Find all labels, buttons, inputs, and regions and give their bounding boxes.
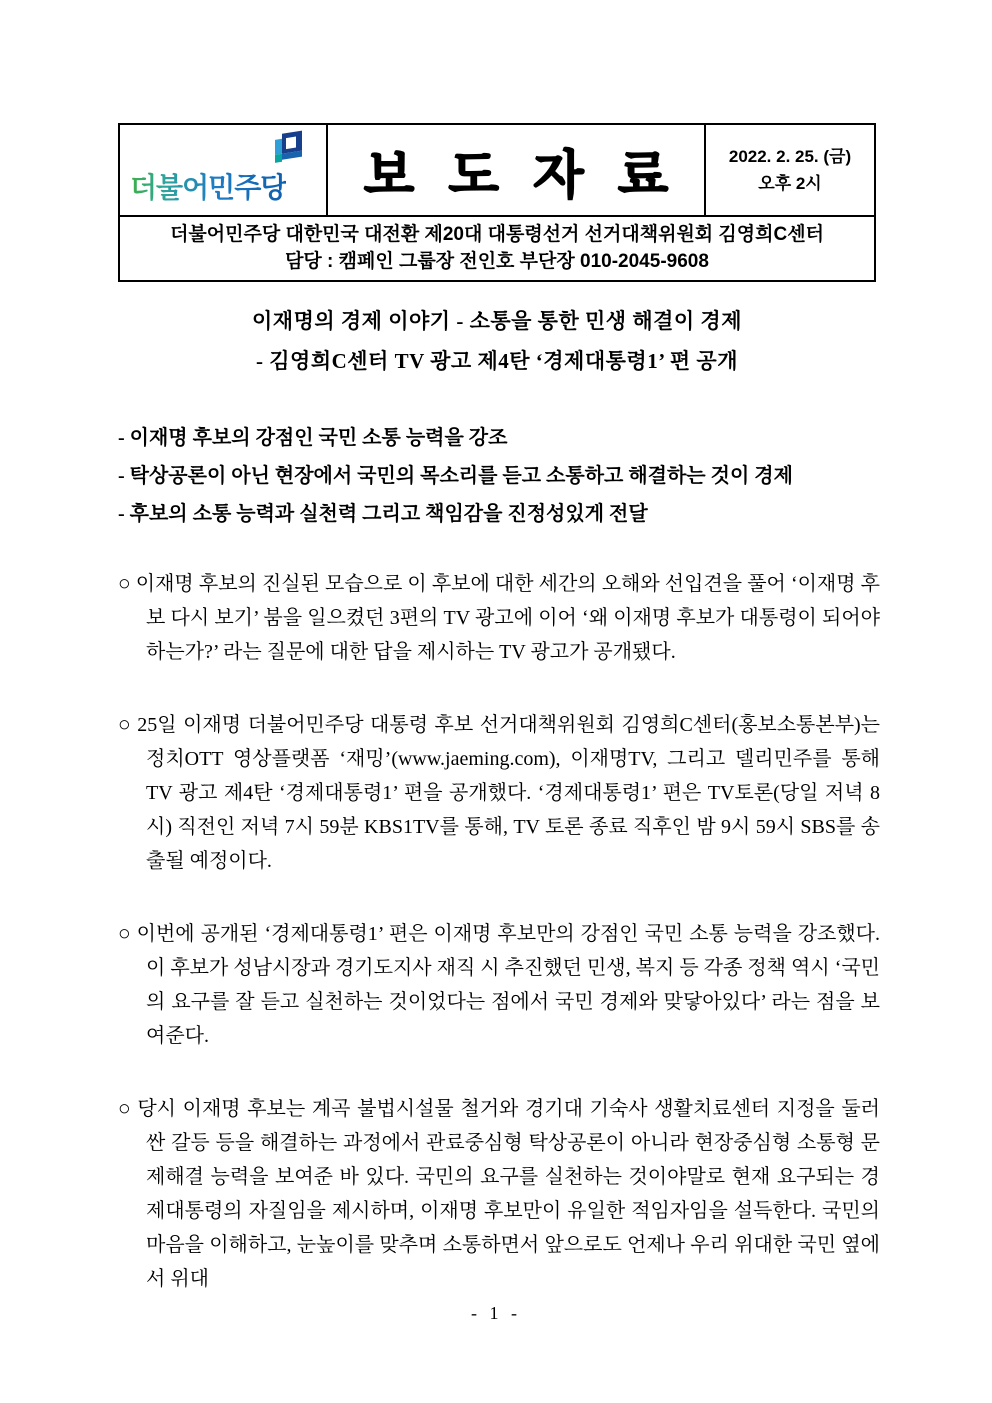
- doc-type-title: 보 도 자 료: [328, 125, 706, 215]
- party-logo-text: 더불어민주당: [130, 166, 286, 206]
- paragraph-marker-icon: ○: [118, 571, 131, 595]
- page-number: - 1 -: [471, 1303, 521, 1323]
- body-paragraph-2: [118, 707, 880, 878]
- party-logo: [120, 125, 328, 215]
- body-paragraph-4: [118, 1091, 880, 1296]
- body-paragraph-1: [118, 566, 880, 669]
- header-table: [118, 123, 876, 282]
- highlight-item-3: - 후보의 소통 능력과 실천력 그리고 책임감을 진정성있게 전달: [118, 503, 648, 525]
- highlight-item-2: - 탁상공론이 아닌 현장에서 국민의 목소리를 듣고 소통하고 해결하는 것이 경제: [118, 465, 793, 487]
- body-paragraph-3: [118, 916, 880, 1053]
- release-time: 오후 2시: [758, 174, 822, 193]
- release-date: 2022. 2. 25. (금): [728, 147, 852, 166]
- document-title: [116, 301, 878, 381]
- paragraph-text: 이재명 후보의 진실된 모습으로 이 후보에 대한 세간의 오해와 선입견을 풀어 ‘이재명 후보 다시 보기’ 붐을 일으켰던 3편의 TV 광고에 이어 ‘왜 이재명 후보가 대통령이 되어야 하는가?’ 라는 질문에 대한 답을 제시하는 TV 광고가 공개됐다.: [135, 573, 880, 663]
- header-subtitle-row: [120, 215, 874, 280]
- header-top-row: [120, 125, 874, 215]
- document-title-line1: 이재명의 경제 이야기 - 소통을 통한 민생 해결이 경제: [252, 309, 742, 333]
- committee-line: 더불어민주당 대한민국 대전환 제20대 대통령선거 선거대책위원회 김영희C센터: [170, 224, 824, 245]
- highlight-item-1: - 이재명 후보의 강점인 국민 소통 능력을 강조: [118, 427, 508, 449]
- summary-highlights: [118, 419, 884, 533]
- paragraph-text: 이번에 공개된 ‘경제대통령1’ 편은 이재명 후보만의 강점인 국민 소통 능력을 강조했다. 이 후보가 성남시장과 경기도지사 재직 시 추진했던 민생, 복지 등 각종 정책 역시 ‘국민의 요구를 잘 듣고 실천하는 것이었다는 점에서 국민 경제와 맞닿아있다’ 라는 점을 보여준다.: [136, 923, 881, 1047]
- document-title-line2: - 김영희C센터 TV 광고 제4탄 ‘경제대통령1’ 편 공개: [256, 349, 738, 373]
- paragraph-marker-icon: ○: [118, 712, 133, 736]
- paragraph-text: 당시 이재명 후보는 계곡 불법시설물 철거와 경기대 기숙사 생활치료센터 지정을 둘러싼 갈등 등을 해결하는 과정에서 관료중심형 탁상공론이 아니라 현장중심형 소통형 문제해결 능력을 보여준 바 있다. 국민의 요구를 실천하는 것이야말로 현재 요구되는 경제대통령의 자질임을 제시하며, 이재명 후보만이 유일한 적임자임을 설득한다. 국민의 마음을 이해하고, 눈높이를 맞추며 소통하면서 앞으로도 언제나 우리 위대한 국민 옆에서 위대: [137, 1098, 881, 1290]
- paragraph-marker-icon: ○: [118, 921, 132, 945]
- paragraph-marker-icon: ○: [118, 1096, 133, 1120]
- document-body: [118, 566, 880, 1334]
- party-flag-icon: [274, 128, 304, 168]
- paragraph-text: 25일 이재명 더불어민주당 대통령 후보 선거대책위원회 김영희C센터(홍보소통본부)는 정치OTT 영상플랫폼 ‘재밍’(www.jaeming.com), 이재명TV, 그리고 델리민주를 통해 TV 광고 제4탄 ‘경제대통령1’ 편을 공개했다. ‘경제대통령1’ 편은 TV토론(당일 저녁 8시) 직전인 저녁 7시 59분 KBS1TV를 통해, TV 토론 종료 직후인 밤 9시 59시 SBS를 송출될 예정이다.: [137, 714, 881, 872]
- release-datetime: [706, 125, 874, 215]
- contact-line: 담당 : 캠페인 그룹장 전인호 부단장 010-2045-9608: [285, 251, 709, 272]
